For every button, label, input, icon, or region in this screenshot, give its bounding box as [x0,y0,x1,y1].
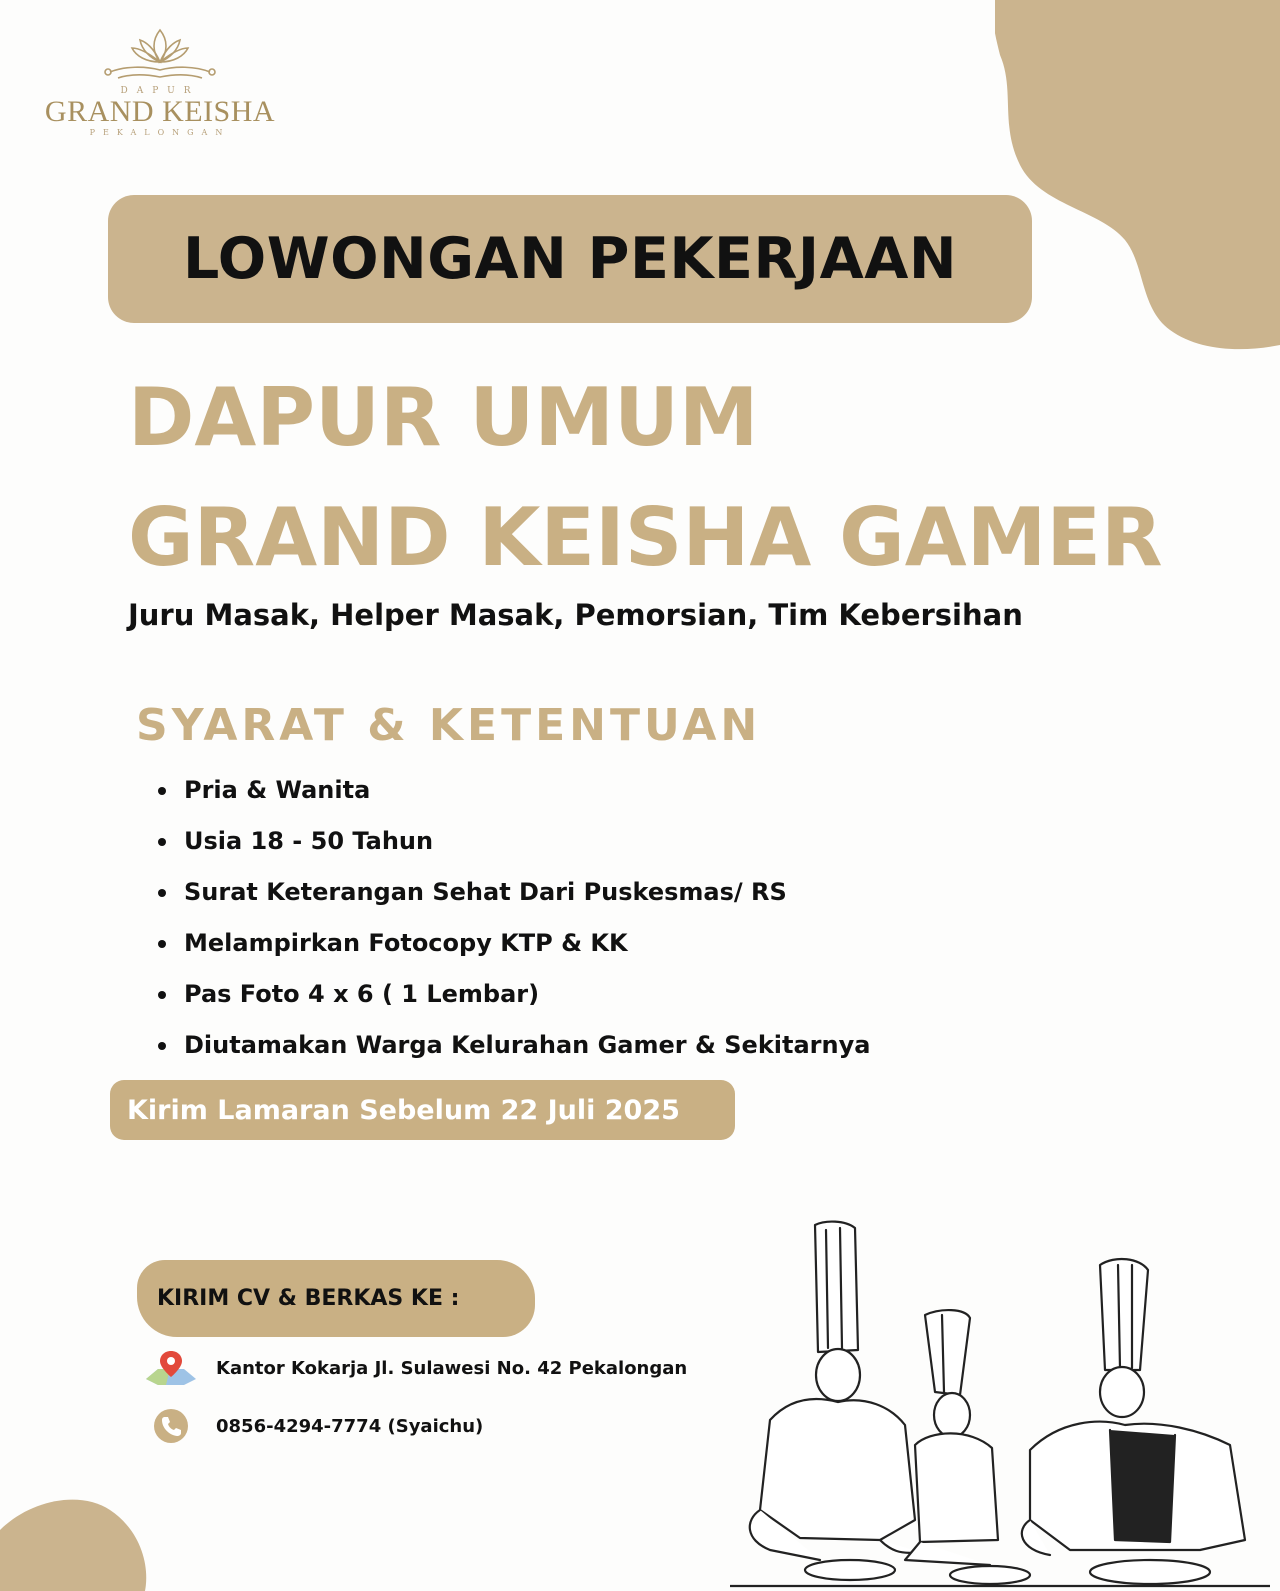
location-pin-icon [140,1348,202,1388]
deadline-text: Kirim Lamaran Sebelum 22 Juli 2025 [127,1094,680,1126]
headline [128,358,1163,598]
send-cv-label: KIRIM CV & BERKAS KE : [157,1286,460,1311]
logo-bottom-text: PEKALONGAN [89,128,231,137]
requirements-list [158,770,870,1076]
banner-title: LOWONGAN PEKERJAAN [182,226,958,292]
decorative-blob-top-right [995,0,1280,350]
logo-top-text: DAPUR [120,86,200,96]
deadline-badge [110,1080,735,1140]
list-item: Melampirkan Fotocopy KTP & KK [158,923,870,974]
list-item: Surat Keterangan Sehat Dari Puskesmas/ RS [158,872,870,923]
decorative-blob-bottom-left [0,1490,150,1591]
headline-line-1: DAPUR UMUM [128,371,759,464]
headline-line-2: GRAND KEISHA GAMER [128,491,1163,584]
address-row [140,1348,687,1388]
address-text: Kantor Kokarja Jl. Sulawesi No. 42 Pekalongan [216,1357,688,1379]
send-cv-label-badge [137,1260,535,1337]
list-item: Pas Foto 4 x 6 ( 1 Lembar) [158,974,870,1025]
job-vacancy-banner [108,195,1032,323]
lotus-logo-icon [100,22,220,84]
phone-text: 0856-4294-7774 (Syaichu) [216,1415,484,1437]
phone-row [140,1406,483,1446]
positions-text: Juru Masak, Helper Masak, Pemorsian, Tim Kebersihan [128,598,1023,632]
list-item: Pria & Wanita [158,770,870,821]
logo-name: GRAND KEISHA [44,95,276,128]
phone-icon [140,1406,202,1446]
list-item: Diutamakan Warga Kelurahan Gamer & Sekitarnya [158,1025,870,1076]
list-item: Usia 18 - 50 Tahun [158,821,870,872]
chefs-illustration [730,1220,1270,1591]
brand-logo [40,22,280,162]
requirements-title: SYARAT & KETENTUAN [136,700,762,751]
